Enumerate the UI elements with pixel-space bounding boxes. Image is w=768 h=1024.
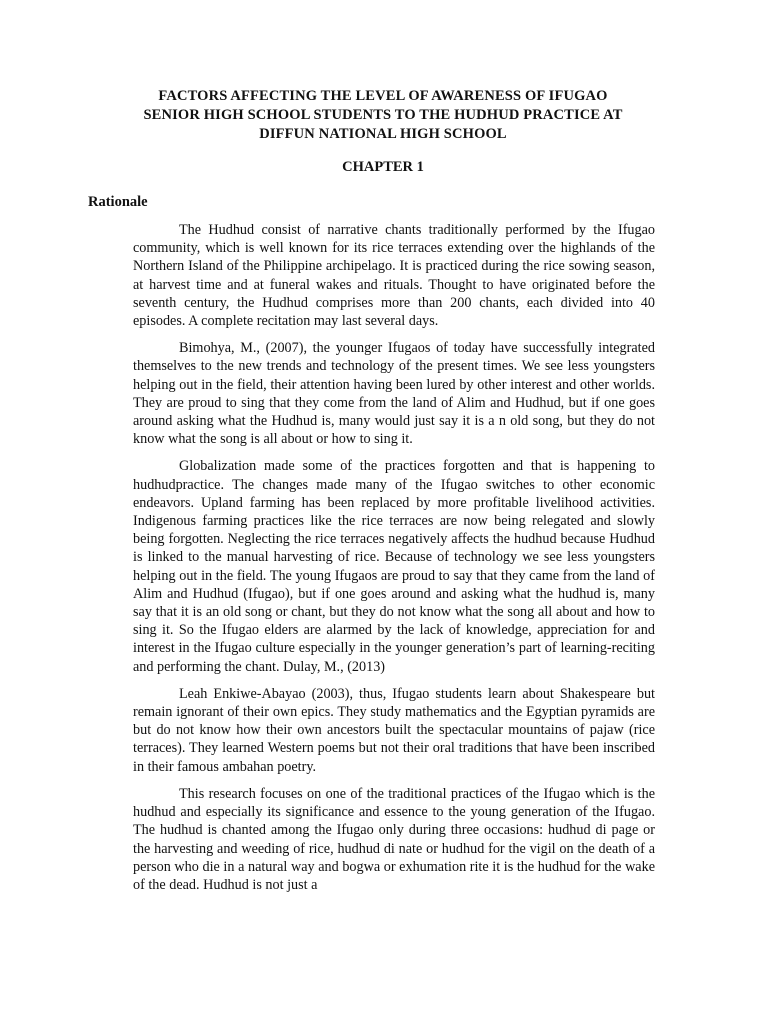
body-text — [133, 221, 655, 903]
section-heading: Rationale — [88, 194, 148, 210]
title-line-3: DIFFUN NATIONAL HIGH SCHOOL — [259, 126, 507, 142]
paragraph-4: Leah Enkiwe-Abayao (2003), thus, Ifugao students learn about Shakespeare but remain ignorant of their own epics. They study mathematics and the Egyptian pyramids are but do not know how their own ancestors built the spectacular mountains of pajaw (rice terraces). They learned Western poems but not their oral traditions that have been inscribed in their famous ambahan poetry. — [133, 685, 655, 775]
paragraph-2: Bimohya, M., (2007), the younger Ifugaos of today have successfully integrated themselves to the new trends and technology of the present times. We see less youngsters helping out in the field, their attention having been lured by other interest and other worlds. They are proud to sing that they come from the land of Alim and Hudhud, but if one goes around asking what the Hudhud is, many would just say it is a n old song, but they do not know what the song is all about or how to sing it. — [133, 340, 655, 448]
chapter-heading: CHAPTER 1 — [342, 159, 424, 175]
title-line-1: FACTORS AFFECTING THE LEVEL OF AWARENESS OF IFUGAO — [158, 88, 608, 104]
paragraph-5: This research focuses on one of the traditional practices of the Ifugao which is the hudhud and especially its significance and essence to the young generation of the Ifugao. The hudhud is chanted among the Ifugao only during three occasions: hudhud di page or the harvesting and weeding of rice, hudhud di nate or hudhud for the vigil on the death of a person who die in a natural way and bogwa or exhumation rite it is the hudhud for the wake of the dead. Hudhud is not just a — [133, 785, 655, 893]
document-title — [140, 87, 626, 144]
title-line-2: SENIOR HIGH SCHOOL STUDENTS TO THE HUDHUD PRACTICE AT — [143, 107, 623, 123]
paragraph-3: Globalization made some of the practices forgotten and that is happening to hudhudpractice. The changes made many of the Ifugao switches to other economic endeavors. Upland farming has been replaced by more profitable livelihood activities. Indigenous farming practices like the rice terraces are now being relegated and slowly being forgotten. Neglecting the rice terraces negatively affects the hudhud because Hudhud is linked to the manual harvesting of rice. Because of technology we see less youngsters helping out in the field. The young Ifugaos are proud to say that they came from the land of Alim and Hudhud (Ifugao), but if one goes around and asking what the hudhud is, many say that it is an old song or chant, but they do not know what the song all about and how to sing it. So the Ifugao elders are alarmed by the lack of knowledge, appreciation for and interest in the Ifugao culture especially in the younger generation’s part of learning-reciting and performing the chant. Dulay, M., (2013) — [133, 458, 655, 675]
paragraph-1: The Hudhud consist of narrative chants traditionally performed by the Ifugao community, which is well known for its rice terraces extending over the highlands of the Northern Island of the Philippine archipelago. It is practiced during the rice sowing season, at harvest time and at funeral wakes and rituals. Thought to have originated before the seventh century, the Hudhud comprises more than 200 chants, each divided into 40 episodes. A complete recitation may last several days. — [133, 222, 655, 330]
